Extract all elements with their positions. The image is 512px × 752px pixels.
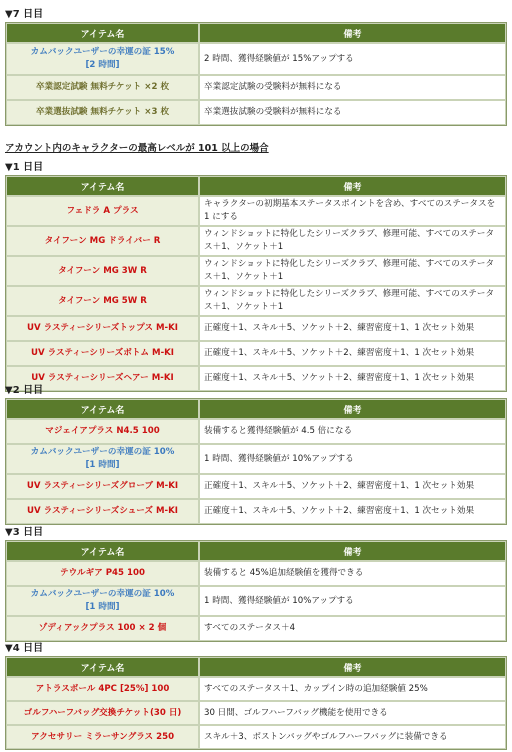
item-desc: 装備すると 45%追加経験値を獲得できる — [199, 561, 506, 586]
item-name: ゴルフハーフバッグ交換チケット(30 日) — [6, 701, 199, 725]
item-column-header: アイテム名 — [6, 541, 199, 561]
item-desc: すべてのステータス＋4 — [199, 616, 506, 641]
item-name: タイフーン MG ドライバー R — [6, 226, 199, 256]
item-desc: 30 日間、ゴルフハーフバッグ機能を使用できる — [199, 701, 506, 725]
item-desc: 装備すると獲得経験値が 4.5 倍になる — [199, 419, 506, 444]
table-row — [6, 616, 506, 641]
day4-header: ▼4 日目 — [5, 643, 44, 654]
day7-header: ▼7 日目 — [5, 9, 44, 20]
item-name: UV ラスティーシリーズグローブ M-KI — [6, 474, 199, 499]
item-column-header: アイテム名 — [6, 399, 199, 419]
item-name: 卒業選抜試験 無料チケット ×3 枚 — [6, 100, 199, 125]
item-name: アトラスボール 4PC [25%] 100 — [6, 677, 199, 701]
item-column-header: アイテム名 — [6, 657, 199, 677]
table-row — [6, 474, 506, 499]
item-name: カムバックユーザーの幸運の証 15% [2 時間] — [6, 43, 199, 75]
table-header-row — [6, 541, 506, 561]
table-row — [6, 677, 506, 701]
item-name: ゾディアックプラス 100 × 2 個 — [6, 616, 199, 641]
item-desc: 1 時間、獲得経験値が 10%アップする — [199, 444, 506, 474]
item-desc: ウィンドショットに特化したシリーズクラブ、修理可能、すべてのステータス＋1、ソケット＋1 — [199, 256, 506, 286]
day4-table — [5, 656, 507, 750]
item-name: マジェイアプラス N4.5 100 — [6, 419, 199, 444]
table-header-row — [6, 176, 506, 196]
table-row — [6, 419, 506, 444]
item-name: タイフーン MG 3W R — [6, 256, 199, 286]
table-row — [6, 366, 506, 391]
table-row — [6, 43, 506, 75]
table-row — [6, 256, 506, 286]
table-row — [6, 226, 506, 256]
day1-table — [5, 175, 507, 392]
note-column-header: 備考 — [199, 657, 506, 677]
table-header-row — [6, 657, 506, 677]
item-name: UV ラスティーシリーズボトム M-KI — [6, 341, 199, 366]
day2-table — [5, 398, 507, 525]
item-name: UV ラスティーシリーズトップス M-KI — [6, 316, 199, 341]
table-row — [6, 586, 506, 616]
table-row — [6, 561, 506, 586]
day3-table — [5, 540, 507, 642]
item-desc: 正確度＋1、スキル＋5、ソケット＋2、練習密度＋1、1 次セット効果 — [199, 316, 506, 341]
item-desc: ウィンドショットに特化したシリーズクラブ、修理可能、すべてのステータス＋1、ソケット＋1 — [199, 226, 506, 256]
item-name: フェドラ A プラス — [6, 196, 199, 226]
table-row — [6, 701, 506, 725]
item-desc: 2 時間、獲得経験値が 15%アップする — [199, 43, 506, 75]
day3-header: ▼3 日目 — [5, 527, 44, 538]
item-name: 卒業認定試験 無料チケット ×2 枚 — [6, 75, 199, 100]
table-header-row — [6, 23, 506, 43]
table-row — [6, 316, 506, 341]
item-desc: 卒業選抜試験の受験料が無料になる — [199, 100, 506, 125]
item-name: UV ラスティーシリーズシューズ M-KI — [6, 499, 199, 524]
item-desc: すべてのステータス＋1、カップイン時の追加経験値 25% — [199, 677, 506, 701]
item-name: アクセサリー ミラーサングラス 250 — [6, 725, 199, 749]
table-row — [6, 196, 506, 226]
item-column-header: アイテム名 — [6, 176, 199, 196]
table-row — [6, 100, 506, 125]
item-name: カムバックユーザーの幸運の証 10% [1 時間] — [6, 586, 199, 616]
table-header-row — [6, 399, 506, 419]
table-row — [6, 725, 506, 749]
day2-header: ▼2 日目 — [5, 385, 44, 396]
item-desc: 正確度＋1、スキル＋5、ソケット＋2、練習密度＋1、1 次セット効果 — [199, 499, 506, 524]
item-desc: 正確度＋1、スキル＋5、ソケット＋2、練習密度＋1、1 次セット効果 — [199, 366, 506, 391]
table-row — [6, 286, 506, 316]
item-desc: 正確度＋1、スキル＋5、ソケット＋2、練習密度＋1、1 次セット効果 — [199, 474, 506, 499]
note-column-header: 備考 — [199, 176, 506, 196]
table-row — [6, 499, 506, 524]
item-desc: 1 時間、獲得経験値が 10%アップする — [199, 586, 506, 616]
item-desc: 卒業認定試験の受験料が無料になる — [199, 75, 506, 100]
item-name: テウルギア P45 100 — [6, 561, 199, 586]
item-column-header: アイテム名 — [6, 23, 199, 43]
note-column-header: 備考 — [199, 23, 506, 43]
table-row — [6, 444, 506, 474]
note-column-header: 備考 — [199, 399, 506, 419]
item-name: タイフーン MG 5W R — [6, 286, 199, 316]
note-column-header: 備考 — [199, 541, 506, 561]
item-name: カムバックユーザーの幸運の証 10% [1 時間] — [6, 444, 199, 474]
table-row — [6, 341, 506, 366]
item-desc: スキル＋3、ボストンバッグやゴルフハーフバッグに装備できる — [199, 725, 506, 749]
day7-table — [5, 22, 507, 126]
item-desc: 正確度＋1、スキル＋5、ソケット＋2、練習密度＋1、1 次セット効果 — [199, 341, 506, 366]
section-note: アカウント内のキャラクターの最高レベルが 101 以上の場合 — [5, 143, 269, 154]
item-name: UV ラスティーシリーズヘアー M-KI — [6, 366, 199, 391]
day1-header: ▼1 日目 — [5, 162, 44, 173]
table-row — [6, 75, 506, 100]
item-desc: キャラクターの初期基本ステータスポイントを含め、すべてのステータスを 1 にする — [199, 196, 506, 226]
item-desc: ウィンドショットに特化したシリーズクラブ、修理可能、すべてのステータス＋1、ソケット＋1 — [199, 286, 506, 316]
